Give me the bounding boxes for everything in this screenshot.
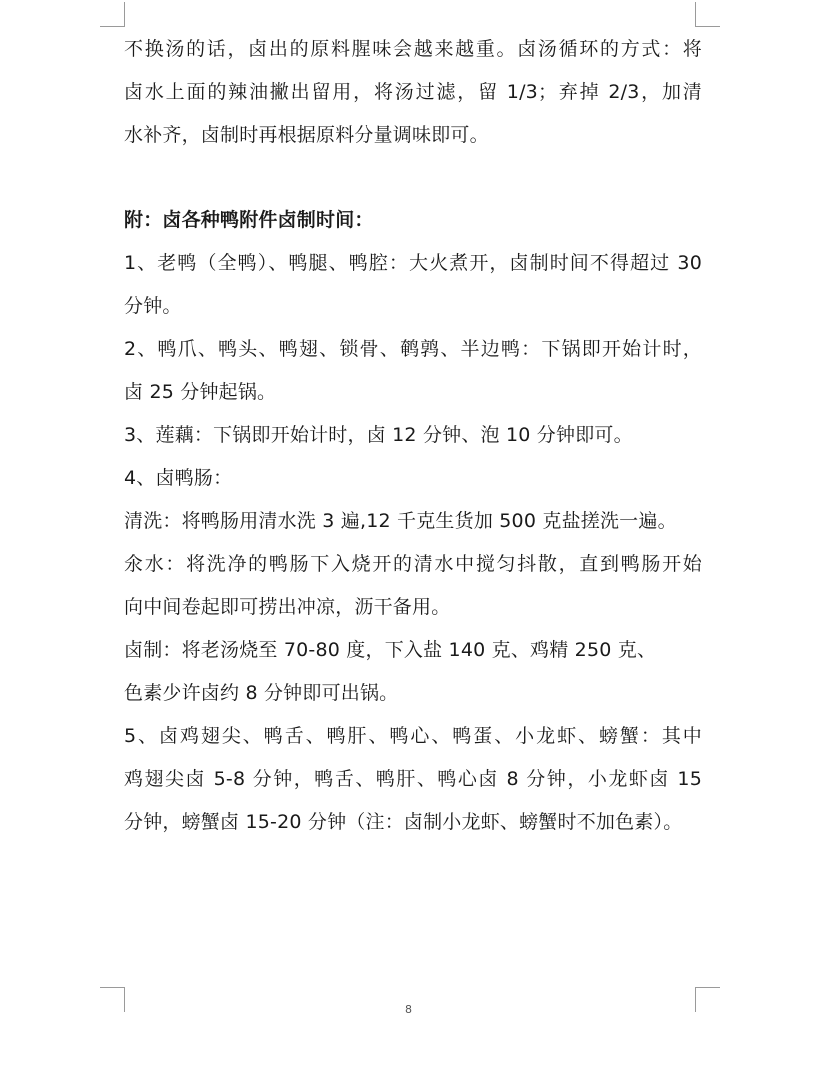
step-line: 卤制：将老汤烧至 70-80 度，下入盐 140 克、鸡精 250 克、 — [124, 639, 657, 661]
list-item-line: 4、卤鸭肠： — [124, 467, 233, 489]
paragraph-line: 不换汤的话，卤出的原料腥味会越来越重。卤汤循环的方式：将 — [124, 38, 702, 60]
corner-mark-top-right — [695, 2, 720, 27]
blank-line — [124, 157, 702, 199]
step-line: 氽水：将洗净的鸭肠下入烧开的清水中搅匀抖散，直到鸭肠开始 — [124, 553, 702, 575]
list-item-line: 分钟。 — [124, 295, 182, 317]
corner-mark-top-left — [100, 2, 125, 27]
list-item-line: 分钟，螃蟹卤 15-20 分钟（注：卤制小龙虾、螃蟹时不加色素）。 — [124, 811, 683, 833]
list-item-line: 2、鸭爪、鸭头、鸭翅、锁骨、鹌鹑、半边鸭：下锅即开始计时， — [124, 338, 702, 360]
step-line: 向中间卷起即可捞出冲凉，沥干备用。 — [124, 596, 451, 618]
document-body — [124, 28, 702, 844]
step-line: 色素少许卤约 8 分钟即可出锅。 — [124, 682, 399, 704]
list-item-line: 1、老鸭（全鸭）、鸭腿、鸭腔：大火煮开，卤制时间不得超过 30 — [124, 252, 702, 274]
list-item-line: 卤 25 分钟起锅。 — [124, 381, 277, 403]
list-item-line: 5、卤鸡翅尖、鸭舌、鸭肝、鸭心、鸭蛋、小龙虾、螃蟹：其中 — [124, 725, 702, 747]
page-number: 8 — [405, 1003, 412, 1016]
paragraph-line: 水补齐，卤制时再根据原料分量调味即可。 — [124, 124, 489, 146]
step-line: 清洗：将鸭肠用清水洗 3 遍,12 千克生货加 500 克盐搓洗一遍。 — [124, 510, 677, 532]
list-item-line: 3、莲藕：下锅即开始计时，卤 12 分钟、泡 10 分钟即可。 — [124, 424, 633, 446]
section-heading: 附：卤各种鸭附件卤制时间： — [124, 209, 374, 231]
paragraph-line: 卤水上面的辣油撇出留用，将汤过滤，留 1/3；弃掉 2/3，加清 — [124, 81, 702, 103]
list-item-line: 鸡翅尖卤 5-8 分钟，鸭舌、鸭肝、鸭心卤 8 分钟，小龙虾卤 15 — [124, 768, 702, 790]
